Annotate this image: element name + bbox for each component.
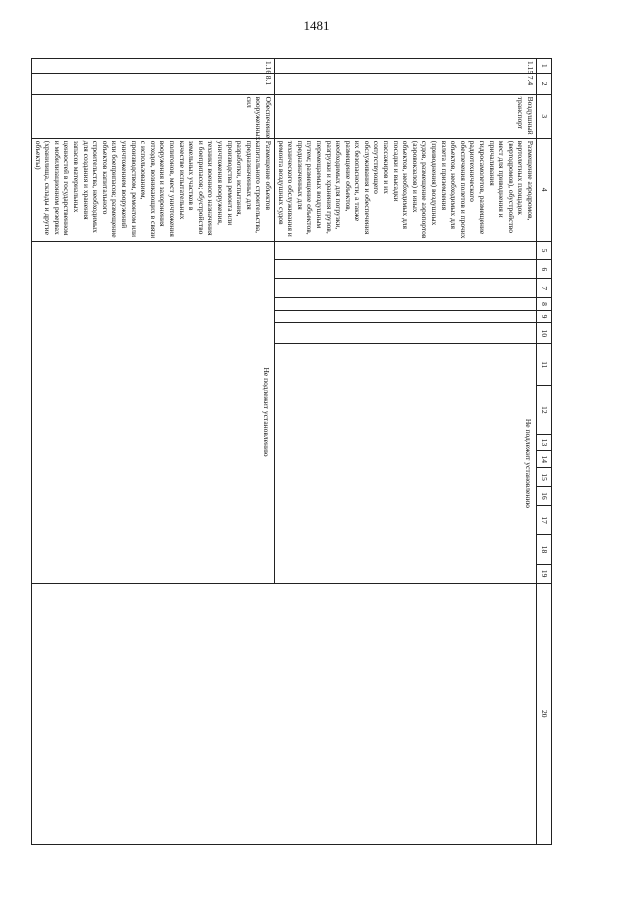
description-cell: Размещение аэродромов, вертолетных площадок (вертодромов), обустройство мест для приводнения и причаливания гидросамолетов, размещение радиотехнического обеспечения полетов и прочих объектов, необходимых для взлета и приземления (приводнения) воздушных судов, размещение аэропортов (аэровокзалов) и иных объектов, необходимых для посадки и высадки пассажиров и их сопутствующего обслуживания и обеспечения их безопасности, а также размещение объектов, необходимых для погрузки, разгрузки и хранения грузов, перемещаемых воздушным путем; размещение объектов, предназначенных для технического обслуживания и ремонта воздушных судов <box>274 138 536 241</box>
col-number: 2 <box>537 73 552 94</box>
col-number: 14 <box>537 451 552 468</box>
empty-cell <box>274 310 536 323</box>
col-number: 12 <box>537 386 552 434</box>
description-cell: Размещение объектов капитального строительства, предназначенных для разработки, испытания, производства ремонта или уничтожения вооружения, техники военного назначения и боеприпасов; обустройство земельных участков в качестве испытательных полигонов, мест уничтожения вооружения и захоронения отходов, возникающих в связи с использованием, производством, ремонтом или уничтожением вооружений или боеприпасов; размещение объектов капитального строительства, необходимых для создания и хранения запасов материальных ценностей в государственном и мобилизационном резервах (хранилища, склады и другие объекты) <box>32 138 275 241</box>
col-number: 6 <box>537 260 552 279</box>
column-number-row <box>537 59 552 845</box>
col-number: 8 <box>537 298 552 311</box>
land-use-table <box>31 58 552 845</box>
col-number: 5 <box>537 241 552 260</box>
col-number: 1 <box>537 59 552 74</box>
use-name-cell: Обеспечение вооруженных сил <box>32 94 275 138</box>
row-number-cell: 1.15 <box>274 59 536 74</box>
col-number: 3 <box>537 94 552 138</box>
row-number-cell: 1.16 <box>32 59 275 74</box>
col-number: 13 <box>537 434 552 451</box>
col-number: 18 <box>537 535 552 564</box>
table-row <box>274 59 536 845</box>
not-applicable-cell: Не подлежит установлению <box>32 241 275 583</box>
rotated-table-wrapper <box>33 58 552 845</box>
col-number: 7 <box>537 279 552 298</box>
col-number: 16 <box>537 487 552 506</box>
col-number: 17 <box>537 505 552 534</box>
empty-cell <box>274 279 536 298</box>
col-number: 9 <box>537 310 552 323</box>
empty-cell <box>32 583 537 845</box>
not-applicable-cell: Не подлежит установлению <box>274 344 536 583</box>
code-cell: 7.4 <box>274 73 536 94</box>
col-number: 19 <box>537 564 552 583</box>
empty-cell <box>274 241 536 260</box>
empty-cell <box>274 323 536 344</box>
empty-cell <box>274 260 536 279</box>
page-number: 1481 <box>303 18 330 33</box>
col-number: 11 <box>537 344 552 386</box>
col-number: 15 <box>537 468 552 487</box>
empty-cell <box>274 298 536 311</box>
use-name-cell: Воздушный транспорт <box>274 94 536 138</box>
col-number: 4 <box>537 138 552 241</box>
col-number: 10 <box>537 323 552 344</box>
code-cell: 8.1 <box>32 73 275 94</box>
col-number: 20 <box>537 583 552 845</box>
